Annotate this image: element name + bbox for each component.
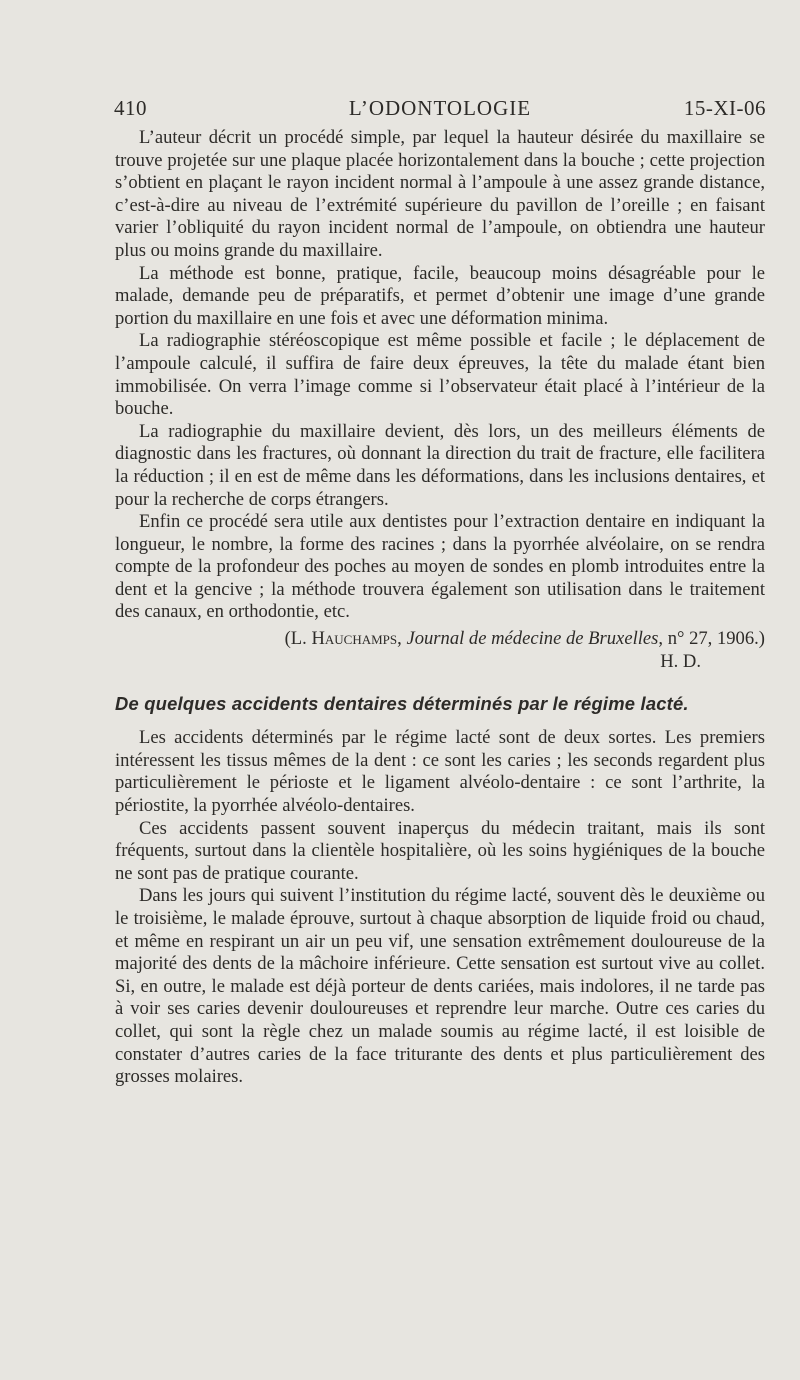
citation <box>115 628 765 651</box>
page-body <box>115 127 765 1089</box>
citation-author: Hauchamps <box>311 628 398 650</box>
page-number: 410 <box>114 96 147 120</box>
citation-issue: , n° 27, 1906.) <box>658 628 765 650</box>
issue-date: 15-XI-06 <box>683 96 766 120</box>
running-header <box>114 96 766 124</box>
citation-source: Journal de médecine de Bruxelles <box>406 628 659 650</box>
article1-paragraph-3: La radiographie stéréoscopique est même possible et facile ; le déplacement de l’ampoule calculé, il suffira de faire deux épreuves, la tête du malade étant bien immobilisée. On verra l’image comme si l’observateur était placé à l’intérieur de la bouche. <box>115 330 765 420</box>
article2-paragraph-1: Les accidents déterminés par le régime lacté sont de deux sortes. Les premiers intéressent les tissus mêmes de la dent : ce sont les caries ; les seconds regardent plus particulièrement le périoste et le ligament alvéolo-dentaire : ce sont l’arthrite, la périostite, la pyorrhée alvéolo-dentaires. <box>115 727 765 817</box>
article2-title: De quelques accidents dentaires déterminés par le régime lacté. <box>115 693 689 715</box>
article1-paragraph-1: L’auteur décrit un procédé simple, par lequel la hauteur désirée du maxillaire se trouve projetée sur une plaque placée horizontalement dans la bouche ; cette projection s’obtient en plaçant le rayon incident normal à l’ampoule à une assez grande distance, c’est-à-dire au niveau de l’extrémité supérieure du pavillon de l’oreille ; en faisant varier l’obliquité du rayon incident normal de l’ampoule, on obtiendra une hauteur plus ou moins grande du maxillaire. <box>115 127 765 261</box>
article1-paragraph-2: La méthode est bonne, pratique, facile, beaucoup moins désagréable pour le malade, demande peu de préparatifs, et permet d’obtenir une image d’une grande portion du maxillaire en une fois et avec une déformation minima. <box>115 262 765 329</box>
journal-title: L’ODONTOLOGIE <box>348 96 532 120</box>
article2-paragraph-3: Dans les jours qui suivent l’institution du régime lacté, souvent dès le deuxième ou le troisième, le malade éprouve, surtout à chaque absorption de liquide froid ou chaud, et même en respirant un air un peu vif, une sensation extrêmement douloureuse de la majorité des dents de la mâchoire inférieure. Cette sensation est surtout vive au collet. Si, en outre, le malade est déjà porteur de dents cariées, mais indolores, il ne tarde pas à voir ses caries devenir douloureuses et reprendre leur marche. Outre ces caries du collet, qui sont la règle chez un malade soumis au régime lacté, il est loisible de constater d’autres caries de la face triturante des dents et plus particulièrement des grosses molaires. <box>115 885 765 1088</box>
author-initials: H. D. <box>660 650 701 672</box>
citation-open: (L. <box>284 628 312 650</box>
article1-paragraph-5: Enfin ce procédé sera utile aux dentistes pour l’extraction dentaire en indiquant la longueur, le nombre, la forme des racines ; dans la pyorrhée alvéolaire, on se rendra compte de la profondeur des poches au moyen de sondes en plomb introduites entre la dent et la gencive ; la méthode trouvera également son utilisation dans le traitement des canaux, en orthodontie, etc. <box>115 511 765 623</box>
article1-paragraph-4: La radiographie du maxillaire devient, dès lors, un des meilleurs éléments de diagnostic dans les fractures, où donnant la direction du trait de fracture, elle facilitera la réduction ; il en est de même dans les déformations, dans les inclusions dentaires, et pour la recherche de corps étrangers. <box>115 420 765 510</box>
article2-paragraph-2: Ces accidents passent souvent inaperçus du médecin traitant, mais ils sont fréquents, surtout dans la clientèle hospitalière, où les soins hygiéniques de la bouche ne sont pas de pratique courante. <box>115 817 765 884</box>
citation-separator: , <box>397 628 407 650</box>
